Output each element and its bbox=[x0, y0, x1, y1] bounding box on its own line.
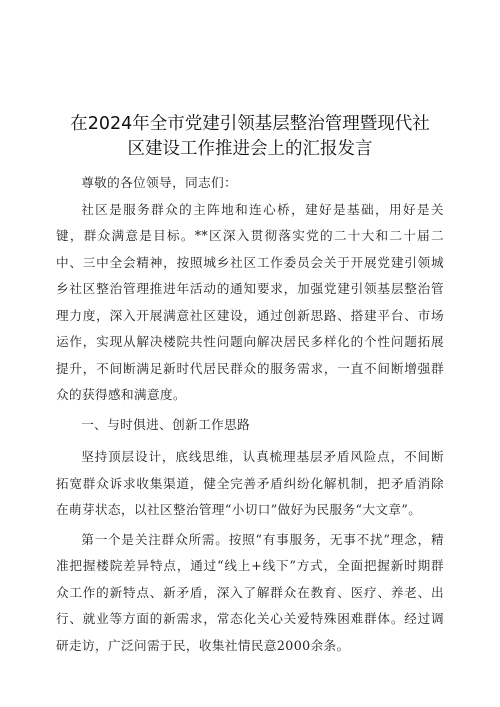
document-body bbox=[56, 170, 444, 659]
title-line-2: 区建设工作推进会上的汇报发言 bbox=[127, 139, 373, 159]
document-title bbox=[56, 112, 444, 162]
salutation: 尊敬的各位领导，同志们： bbox=[81, 175, 238, 190]
paragraph-first-point: 第一个是关注群众所需。按照“有事服务，无事不扰”理念，精准把握楼院差异特点，通过“线上+线下”方式，全面把握新时期群众工作的新特点、新矛盾，深入了解群众在教育、医疗、养老、出行、就业等方面的新需求，常态化关心关爱特殊困难群体。经过调研走访，广泛问需于民，收集社情民意2000余条。 bbox=[56, 531, 444, 653]
title-line-1: 在2024年全市党建引领基层整治管理暨现代社 bbox=[70, 114, 430, 134]
paragraph-top-design: 坚持顶层设计，底线思维，认真梳理基层矛盾风险点，不间断拓宽群众诉求收集渠道，健全完善矛盾纠纷化解机制，把矛盾消除在萌芽状态，以社区整治管理“小切口”做好为民服务“大文章”。 bbox=[56, 449, 444, 517]
paragraph-intro: 社区是服务群众的主阵地和连心桥，建好是基础，用好是关键，群众满意是目标。**区深入贯彻落实党的二十大和二十届二中、三中全会精神，按照城乡社区工作委员会关于开展党建引领城乡社区整治管理推进年活动的通知要求，加强党建引领基层整治管理力度，深入开展满意社区建设，通过创新思路、搭建平台、市场运作，实现从解决楼院共性问题向解决居民多样化的个性问题拓展提升，不间断满足新时代居民群众的服务需求，一直不间断增强群众的获得感和满意度。 bbox=[56, 201, 444, 402]
section-heading-1: 一、与时俱进、创新工作思路 bbox=[81, 416, 251, 432]
